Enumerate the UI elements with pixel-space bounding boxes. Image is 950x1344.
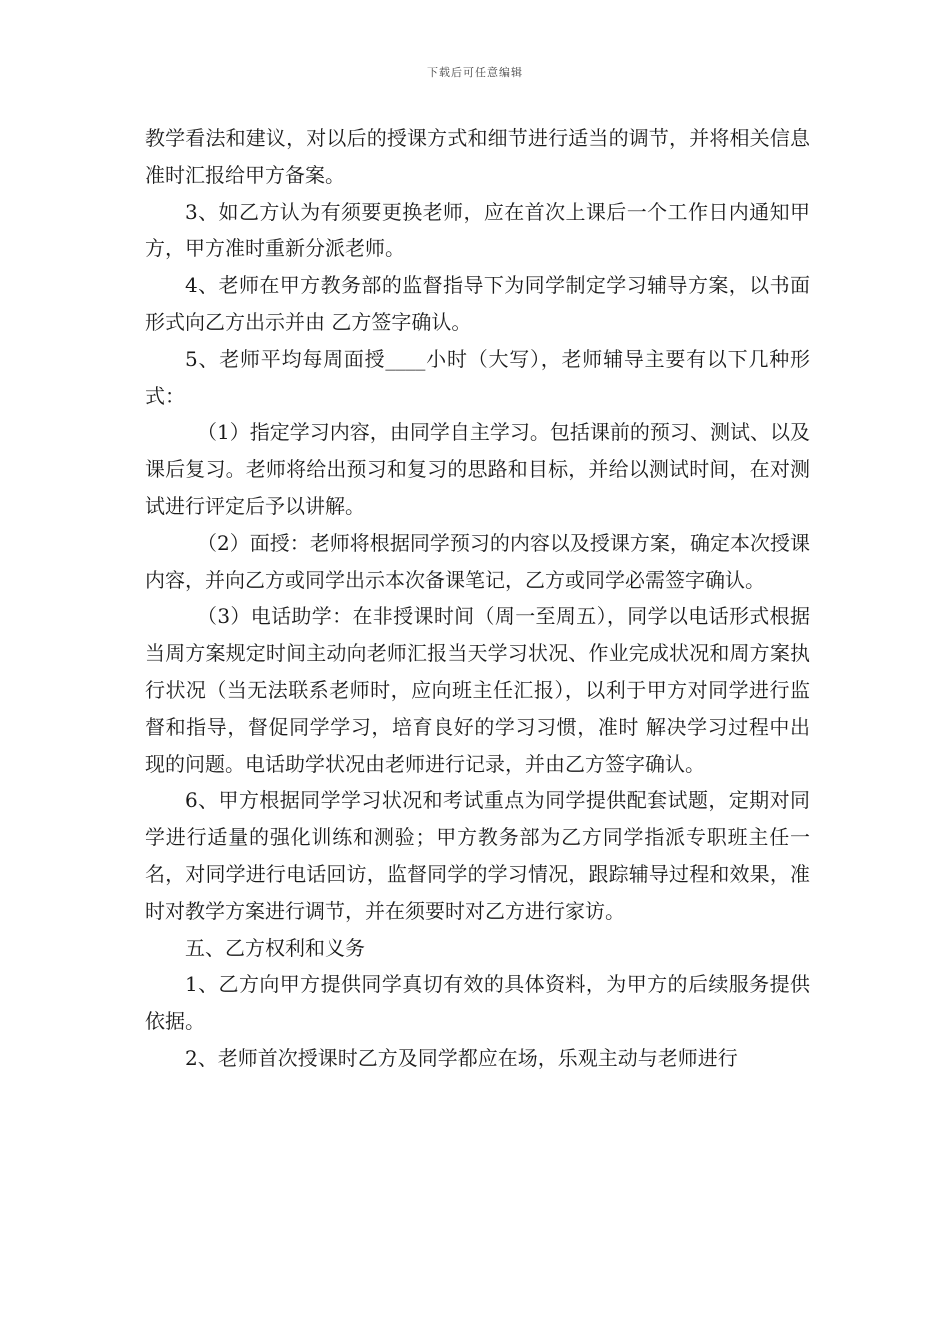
document-body (145, 120, 810, 1077)
paragraph-subitem-3: （3）电话助学：在非授课时间（周一至周五），同学以电话形式根据当周方案规定时间主动向老师汇报当天学习状况、作业完成状况和周方案执行状况（当无法联系老师时，应向班主任汇报），以利于甲方对同学进行监督和指导，督促同学学习，培育良好的学习习惯，准时 解决学习过程中出现的问题。电话助学状况由老师进行记录，并由乙方签字确认。 (145, 604, 810, 776)
paragraph-subitem-2: （2）面授：老师将根据同学预习的内容以及授课方案，确定本次授课内容，并向乙方或同学出示本次备课笔记，乙方或同学必需签字确认。 (145, 530, 810, 592)
paragraph-section5-item-1: 1、乙方向甲方提供同学真切有效的具体资料，为甲方的后续服务提供依据。 (145, 972, 810, 1034)
page-header-note: 下载后可任意编辑 (427, 66, 523, 79)
paragraph-subitem-1: （1）指定学习内容，由同学自主学习。包括课前的预习、测试、以及课后复习。老师将给出预习和复习的思路和目标，并给以测试时间，在对测试进行评定后予以讲解。 (145, 420, 810, 518)
paragraph-item-3: 3、如乙方认为有须要更换老师，应在首次上课后一个工作日内通知甲方，甲方准时重新分派老师。 (145, 199, 810, 261)
paragraph-item-5: 5、老师平均每周面授____小时（大写），老师辅导主要有以下几种形式： (145, 346, 810, 408)
section-heading: 五、乙方权利和义务 (185, 935, 365, 960)
paragraph-continuation: 教学看法和建议，对以后的授课方式和细节进行适当的调节，并将相关信息准时汇报给甲方备案。 (145, 126, 810, 187)
paragraph-section5-item-2: 2、老师首次授课时乙方及同学都应在场，乐观主动与老师进行 (185, 1045, 738, 1070)
paragraph-item-6: 6、甲方根据同学学习状况和考试重点为同学提供配套试题，定期对同学进行适量的强化训练和测验；甲方教务部为乙方同学指派专职班主任一名，对同学进行电话回访，监督同学的学习情况，跟踪辅导过程和效果，准时对教学方案进行调节，并在须要时对乙方进行家访。 (145, 788, 810, 923)
paragraph-item-4: 4、老师在甲方教务部的监督指导下为同学制定学习辅导方案，以书面形式向乙方出示并由 乙方签字确认。 (145, 273, 810, 334)
